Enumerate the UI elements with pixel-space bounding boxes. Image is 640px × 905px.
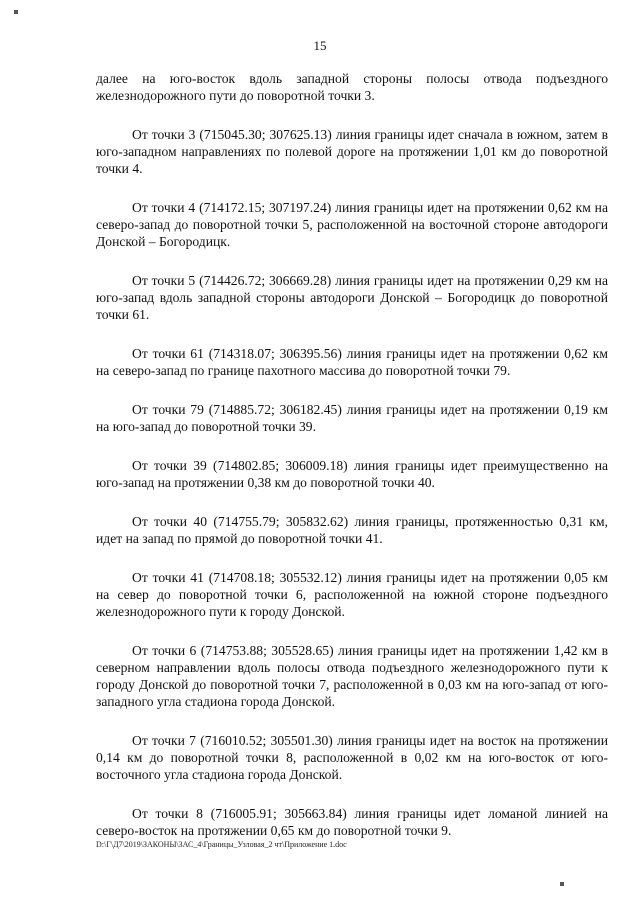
paragraph: От точки 79 (714885.72; 306182.45) линия границы идет на протяжении 0,19 км на юго-запад до поворотной точки 39. <box>96 402 608 434</box>
paragraph: От точки 40 (714755.79; 305832.62) линия границы, протяженностью 0,31 км, идет на запад по прямой до поворотной точки 41. <box>96 514 608 546</box>
paragraph: От точки 4 (714172.15; 307197.24) линия границы идет на протяжении 0,62 км на северо-запад до поворотной точки 5, расположенной на восточной стороне автодороги Донской – Богородицк. <box>96 200 608 249</box>
paragraph: От точки 3 (715045.30; 307625.13) линия границы идет сначала в южном, затем в юго-западном направлениях по полевой дороге на протяжении 1,01 км до поворотной точки 4. <box>96 127 608 176</box>
document-body <box>96 70 608 861</box>
paragraph: От точки 7 (716010.52; 305501.30) линия границы идет на восток на протяжении 0,14 км до поворотной точки 8, расположенной в 0,02 км на юго-восток от юго-восточного угла стадиона города Донской. <box>96 733 608 782</box>
file-path-footer: D:\Г\Д7\2019\ЗАКОНЫ\ЗАС_4\Границы_Узловая_2 чт\Приложение 1.doc <box>96 840 347 849</box>
paragraph: От точки 41 (714708.18; 305532.12) линия границы идет на протяжении 0,05 км на север до поворотной точки 6, расположенной на южной стороне подъездного железнодорожного пути к городу Донской. <box>96 570 608 619</box>
paragraph: От точки 5 (714426.72; 306669.28) линия границы идет на протяжении 0,29 км на юго-запад вдоль западной стороны автодороги Донской – Богородицк до поворотной точки 61. <box>96 273 608 322</box>
paragraph: От точки 39 (714802.85; 306009.18) линия границы идет преимущественно на юго-запад на протяжении 0,38 км до поворотной точки 40. <box>96 458 608 490</box>
paragraph: От точки 8 (716005.91; 305663.84) линия границы идет ломаной линией на северо-восток на протяжении 0,65 км до поворотной точки 9. <box>96 806 608 838</box>
scan-mark <box>14 10 18 14</box>
page-number: 15 <box>313 38 327 53</box>
paragraph: От точки 61 (714318.07; 306395.56) линия границы идет на протяжении 0,62 км на северо-запад по границе пахотного массива до поворотной точки 79. <box>96 346 608 378</box>
paragraph: далее на юго-восток вдоль западной стороны полосы отвода подъездного железнодорожного пути до поворотной точки 3. <box>96 71 608 103</box>
scan-mark <box>560 882 564 886</box>
paragraph: От точки 6 (714753.88; 305528.65) линия границы идет на протяжении 1,42 км в северном направлении вдоль полосы отвода подъездного железнодорожного пути к городу Донской до поворотной точки 7, расположенной в 0,03 км на юго-запад от юго-западного угла стадиона города Донской. <box>96 643 608 709</box>
